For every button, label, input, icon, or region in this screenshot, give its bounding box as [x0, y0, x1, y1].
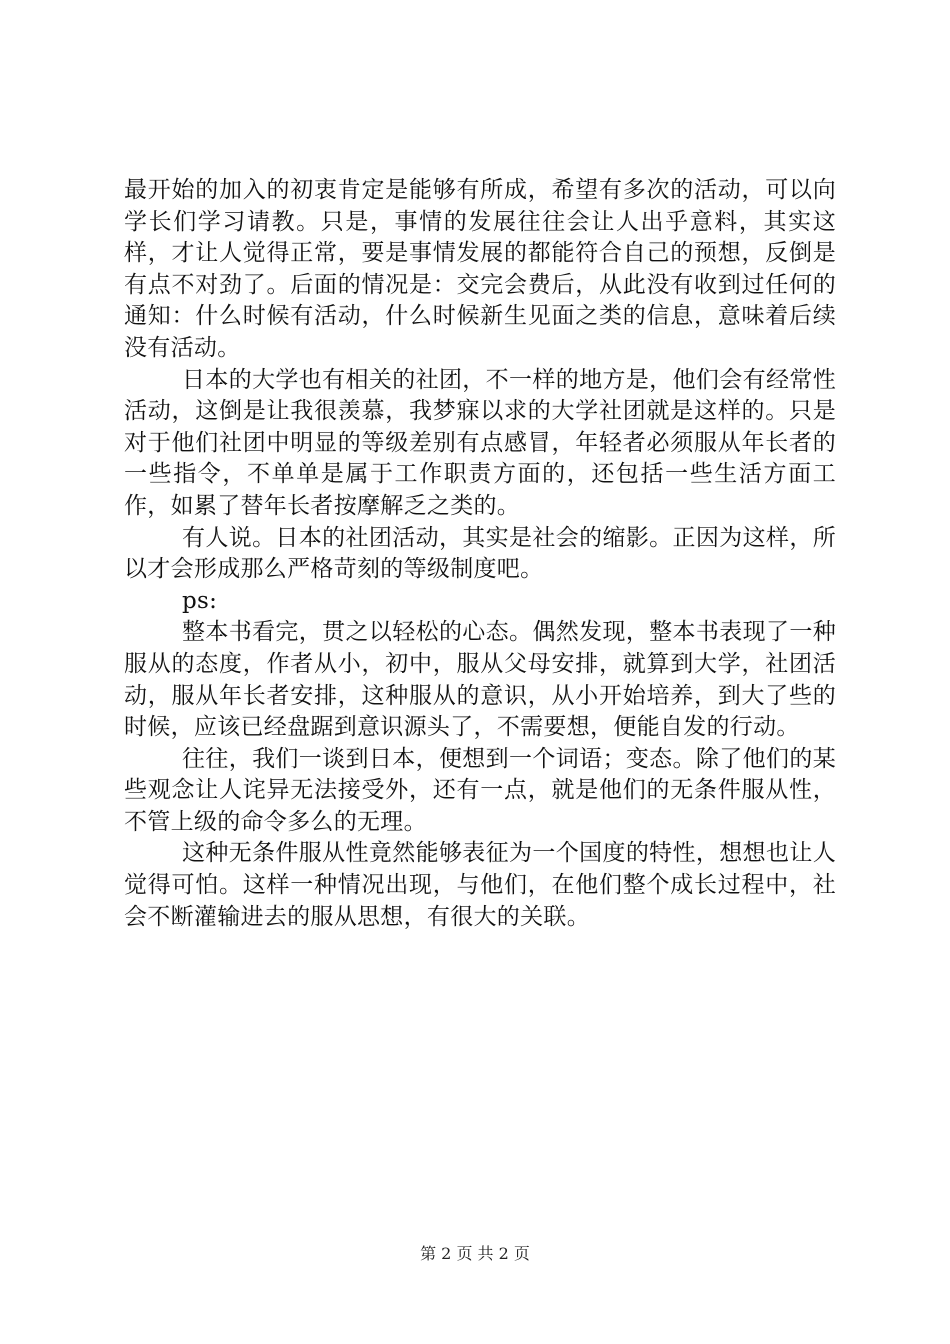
page-footer: 第 2 页 共 2 页 [420, 1244, 530, 1263]
paragraph-2: 日本的大学也有相关的社团，不一样的地方是，他们会有经常性活动，这倒是让我很羡慕，我梦寐以求的大学社团就是这样的。只是对于他们社团中明显的等级差别有点感冒，年轻者必须服从年长者的一些指令，不单单是属于工作职责方面的，还包括一些生活方面工作，如累了替年长者按摩解乏之类的。 [124, 366, 836, 519]
paragraph-ps: ps: [182, 587, 218, 614]
paragraph-5: 整本书看完，贯之以轻松的心态。偶然发现，整本书表现了一种服从的态度，作者从小，初中，服从父母安排，就算到大学，社团活动，服从年长者安排，这种服从的意识，从小开始培养，到大了些的时候，应该已经盘踞到意识源头了，不需要想，便能自发的行动。 [124, 619, 836, 741]
paragraph-3: 有人说。日本的社团活动，其实是社会的缩影。正因为这样，所以才会形成那么严格苛刻的等级制度吧。 [124, 524, 836, 583]
paragraph-7: 这种无条件服从性竟然能够表征为一个国度的特性，想想也让人觉得可怕。这样一种情况出现，与他们，在他们整个成长过程中，社会不断灌输进去的服从思想，有很大的关联。 [124, 840, 836, 930]
paragraph-6: 往往，我们一谈到日本，便想到一个词语；变态。除了他们的某些观念让人诧异无法接受外，还有一点，就是他们的无条件服从性，不管上级的命令多么的无理。 [124, 745, 836, 835]
paragraph-1: 最开始的加入的初衷肯定是能够有所成，希望有多次的活动，可以向学长们学习请教。只是，事情的发展往往会让人出乎意料，其实这样，才让人觉得正常，要是事情发展的都能符合自己的预想，反倒是有点不对劲了。后面的情况是：交完会费后，从此没有收到过任何的通知：什么时候有活动，什么时候新生见面之类的信息，意味着后续没有活动。 [124, 177, 836, 361]
document-body [124, 175, 836, 933]
